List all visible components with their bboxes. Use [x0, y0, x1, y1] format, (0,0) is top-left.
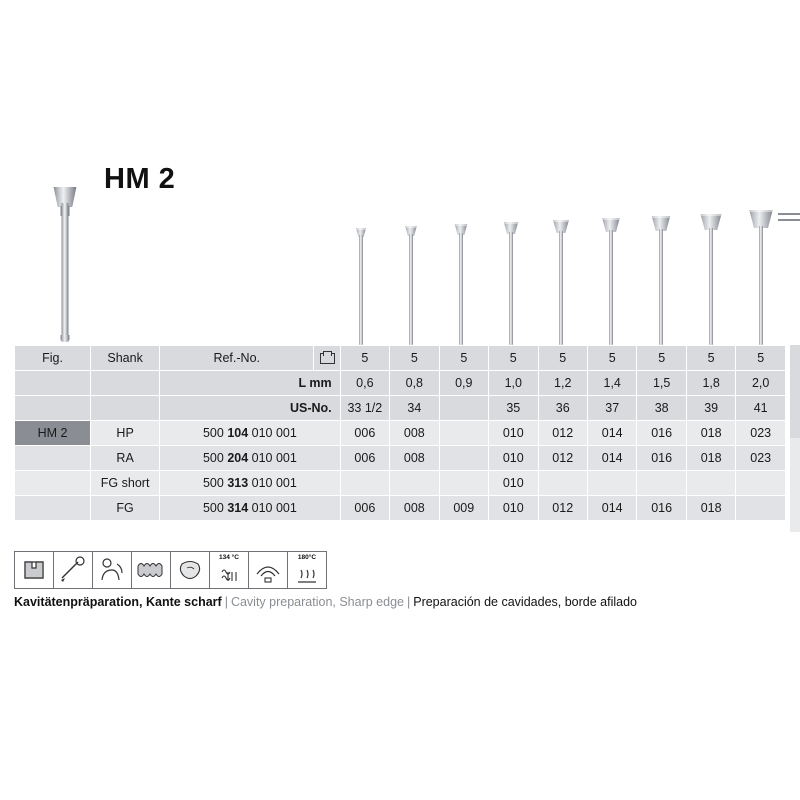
bur-shank — [459, 233, 463, 345]
row-size — [587, 471, 636, 496]
row-size: 009 — [439, 496, 488, 521]
row-size: 018 — [686, 421, 735, 446]
row-size — [340, 471, 389, 496]
usno-value: 41 — [736, 396, 786, 421]
ref-suffix: 010 001 — [251, 426, 297, 440]
row-size: 014 — [587, 496, 636, 521]
page-title: HM 2 — [104, 163, 176, 195]
autoclave-134-icon — [209, 551, 249, 589]
length-value: 2,0 — [736, 371, 786, 396]
bur-shank — [709, 228, 713, 345]
row-size: 006 — [340, 446, 389, 471]
row-size: 006 — [340, 496, 389, 521]
pack-qty: 5 — [686, 346, 735, 371]
caption-en: Cavity preparation, Sharp edge — [230, 595, 404, 609]
usno-value: 39 — [686, 396, 735, 421]
row-size — [439, 446, 488, 471]
ref-prefix: 500 — [202, 501, 224, 515]
row-size — [736, 496, 786, 521]
row-size: 012 — [538, 421, 587, 446]
tooth-shape-icon — [170, 551, 210, 589]
pack-qty: 5 — [439, 346, 488, 371]
bur-illustration — [694, 203, 728, 345]
bur-illustration — [744, 200, 778, 345]
thermo-disinfect-icon — [248, 551, 288, 589]
bur-shank — [359, 235, 363, 345]
sterilize-180-icon — [287, 551, 327, 589]
row-shank: FG short — [91, 471, 160, 496]
table-length-row — [15, 371, 786, 396]
row-size: 016 — [637, 446, 686, 471]
row-size: 012 — [538, 446, 587, 471]
ref-prefix: 500 — [202, 451, 224, 465]
row-size: 023 — [736, 446, 786, 471]
row-size: 010 — [489, 421, 538, 446]
header-fig: Fig. — [15, 346, 91, 371]
usage-icon-strip — [14, 551, 326, 587]
usno-value: 38 — [637, 396, 686, 421]
length-label: L mm — [160, 371, 340, 396]
length-value: 1,4 — [587, 371, 636, 396]
pack-qty: 5 — [587, 346, 636, 371]
row-size — [439, 471, 488, 496]
row-size — [637, 471, 686, 496]
pack-qty: 5 — [736, 346, 786, 371]
ref-prefix: 500 — [202, 426, 224, 440]
length-value: 1,0 — [489, 371, 538, 396]
usno-value: 33 1/2 — [340, 396, 389, 421]
length-value: 0,8 — [390, 371, 439, 396]
row-size: 010 — [489, 496, 538, 521]
length-value: 0,9 — [439, 371, 488, 396]
bur-illustration — [394, 215, 428, 345]
ref-bold: 314 — [227, 501, 249, 515]
bur-shank — [659, 229, 663, 345]
pack-qty: 5 — [637, 346, 686, 371]
tooth-row-icon — [131, 551, 171, 589]
ref-suffix: 010 001 — [251, 501, 297, 515]
row-size: 008 — [390, 446, 439, 471]
length-value: 1,8 — [686, 371, 735, 396]
row-size — [538, 471, 587, 496]
bur-illustration — [344, 217, 378, 345]
row-fig: HM 2 — [15, 421, 91, 446]
bur-shank — [509, 232, 513, 345]
handpiece-icon — [53, 551, 93, 589]
pack-qty: 5 — [538, 346, 587, 371]
row-ref — [160, 471, 340, 496]
table-header-row — [15, 346, 786, 371]
row-size: 014 — [587, 421, 636, 446]
header-ref: Ref.-No. — [160, 346, 314, 371]
page-edge-cutoff — [778, 213, 800, 227]
row-size: 014 — [587, 446, 636, 471]
ref-bold: 104 — [227, 426, 249, 440]
table-row — [15, 471, 786, 496]
row-size: 016 — [637, 496, 686, 521]
usno-value: 36 — [538, 396, 587, 421]
row-fig — [15, 446, 91, 471]
usno-label: US-No. — [160, 396, 340, 421]
bur-illustration — [544, 209, 578, 345]
row-size: 018 — [686, 496, 735, 521]
caption-separator: | — [406, 595, 411, 609]
row-shank: HP — [91, 421, 160, 446]
usno-value: 34 — [390, 396, 439, 421]
pack-qty: 5 — [390, 346, 439, 371]
row-size — [686, 471, 735, 496]
usno-value — [439, 396, 488, 421]
row-size: 008 — [390, 421, 439, 446]
ref-bold: 313 — [227, 476, 249, 490]
usno-value: 35 — [489, 396, 538, 421]
row-size: 018 — [686, 446, 735, 471]
bur-shank — [559, 231, 563, 345]
bur-illustration — [644, 205, 678, 345]
row-size: 010 — [489, 446, 538, 471]
ref-bold: 204 — [227, 451, 249, 465]
bur-shank — [609, 230, 613, 345]
row-size: 023 — [736, 421, 786, 446]
caption-es: Preparación de cavidades, borde afilado — [413, 595, 637, 609]
length-value: 0,6 — [340, 371, 389, 396]
bur-picture-icon — [314, 346, 340, 371]
row-size: 016 — [637, 421, 686, 446]
person-seated-icon — [92, 551, 132, 589]
bur-illustration — [444, 213, 478, 345]
pack-qty: 5 — [489, 346, 538, 371]
ref-suffix: 010 001 — [251, 451, 297, 465]
row-size: 012 — [538, 496, 587, 521]
row-shank: FG — [91, 496, 160, 521]
table-row — [15, 421, 786, 446]
table-right-overflow — [790, 345, 800, 532]
row-fig — [15, 471, 91, 496]
specification-table — [14, 345, 786, 521]
bur-illustration — [594, 207, 628, 345]
row-fig — [15, 496, 91, 521]
header-shank: Shank — [91, 346, 160, 371]
bur-illustration — [494, 211, 528, 345]
sterilize-temp-label: 180°C — [297, 554, 317, 561]
bur-size-illustrations — [0, 150, 800, 345]
row-ref — [160, 496, 340, 521]
row-size: 010 — [489, 471, 538, 496]
table-row — [15, 446, 786, 471]
tooth-cavity-icon — [14, 551, 54, 589]
bur-shank — [409, 234, 413, 345]
pack-qty: 5 — [340, 346, 389, 371]
autoclave-temp-label: 134 °C — [219, 554, 239, 561]
bur-shank — [759, 226, 763, 345]
caption — [14, 595, 637, 609]
length-value: 1,2 — [538, 371, 587, 396]
row-size: 006 — [340, 421, 389, 446]
row-size — [439, 421, 488, 446]
length-value: 1,5 — [637, 371, 686, 396]
caption-separator: | — [224, 595, 228, 609]
row-ref — [160, 446, 340, 471]
caption-de: Kavitätenpräparation, Kante scharf — [14, 595, 222, 609]
row-ref — [160, 421, 340, 446]
ref-prefix: 500 — [202, 476, 224, 490]
usno-value: 37 — [587, 396, 636, 421]
ref-suffix: 010 001 — [251, 476, 297, 490]
row-shank: RA — [91, 446, 160, 471]
row-size — [390, 471, 439, 496]
table-usno-row — [15, 396, 786, 421]
table-row — [15, 496, 786, 521]
row-size: 008 — [390, 496, 439, 521]
row-size — [736, 471, 786, 496]
